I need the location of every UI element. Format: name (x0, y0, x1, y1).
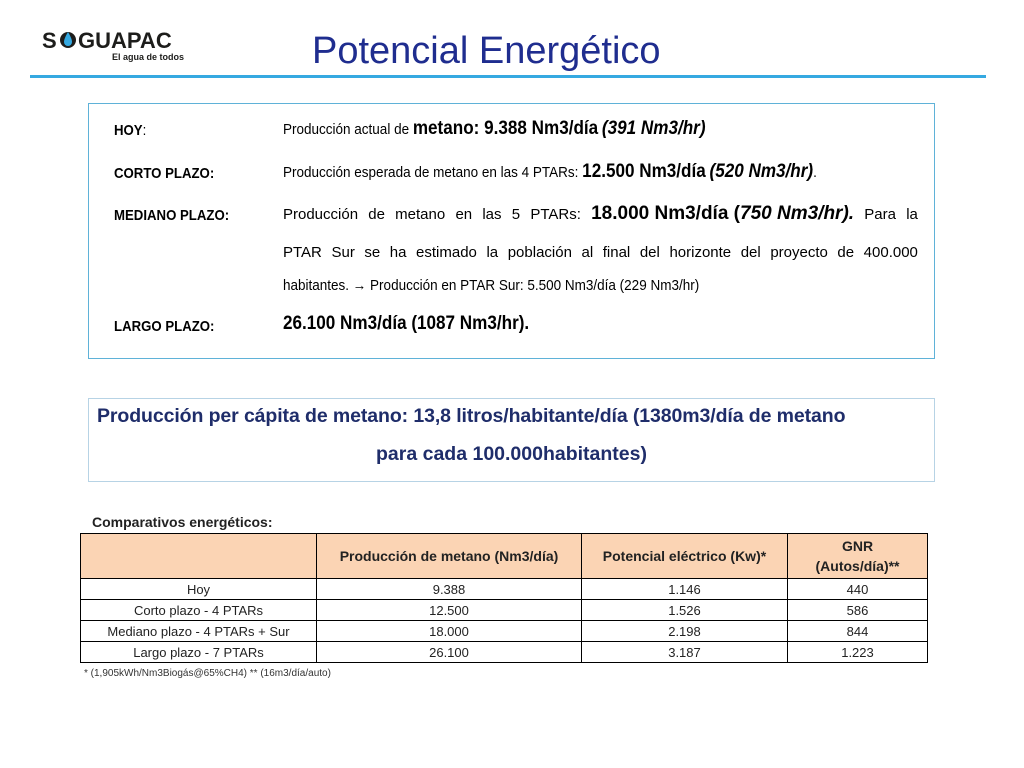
row-mediano-plazo (114, 205, 918, 229)
cell-potencial: 3.187 (582, 642, 788, 663)
per-capita-box (88, 398, 935, 482)
cell-potencial: 1.146 (582, 579, 788, 600)
page-title: Potencial Energético (312, 30, 661, 72)
cell-gnr: 440 (788, 579, 928, 600)
table-row (81, 642, 928, 663)
comparison-table (80, 533, 928, 663)
row-label: Mediano plazo - 4 PTARs + Sur (81, 621, 317, 642)
label-hoy: HOY: (114, 122, 147, 139)
per-capita-line1: Producción per cápita de metano: 13,8 litros/habitante/día (1380m3/día de metano (97, 405, 846, 427)
column-header-metano: Producción de metano (Nm3/día) (317, 534, 582, 579)
row-mediano-plazo-line2 (114, 244, 918, 266)
text-corto-plazo: Producción esperada de metano en las 4 PTARs: 12.500 Nm3/día (520 Nm3/hr). (283, 161, 817, 182)
text-mediano-plazo-line3: habitantes. → Producción en PTAR Sur: 5.500 Nm3/día (229 Nm3/hr) (283, 277, 700, 294)
text-largo-plazo: 26.100 Nm3/día (1087 Nm3/hr). (283, 313, 530, 334)
row-corto-plazo (114, 163, 918, 187)
cell-potencial: 1.526 (582, 600, 788, 621)
logo-wordmark-graphic (42, 28, 192, 54)
production-forecast-box (88, 103, 935, 359)
row-label: Hoy (81, 579, 317, 600)
comparison-title: Comparativos energéticos: (92, 514, 273, 530)
cell-gnr: 586 (788, 600, 928, 621)
row-hoy (114, 120, 918, 144)
table-header-row (81, 534, 928, 579)
label-mediano-plazo: MEDIANO PLAZO: (114, 207, 230, 224)
text-hoy: Producción actual de metano: 9.388 Nm3/día (391 Nm3/hr) (283, 118, 706, 139)
cell-gnr: 1.223 (788, 642, 928, 663)
header-divider (30, 75, 986, 78)
saguapac-logo (42, 28, 192, 68)
per-capita-line2: para cada 100.000habitantes) (376, 443, 647, 465)
arrow-right-icon: → (352, 277, 367, 294)
cell-metano: 9.388 (317, 579, 582, 600)
logo-tagline: El agua de todos (112, 52, 185, 62)
cell-metano: 26.100 (317, 642, 582, 663)
table-footnote: * (1,905kWh/Nm3Biogás@65%CH4) ** (16m3/día/auto) (84, 668, 331, 679)
row-label: Largo plazo - 7 PTARs (81, 642, 317, 663)
column-header-gnr: GNR (Autos/día)** (788, 534, 928, 579)
svg-text:S: S (42, 28, 57, 53)
row-largo-plazo (114, 315, 918, 339)
label-corto-plazo: CORTO PLAZO: (114, 165, 215, 182)
table-row (81, 579, 928, 600)
column-header-empty (81, 534, 317, 579)
table-row (81, 600, 928, 621)
svg-text:GUAPAC: GUAPAC (78, 28, 172, 53)
text-mediano-plazo-line2: PTAR Sur se ha estimado la población al final del horizonte del proyecto de 400.000 (283, 244, 918, 261)
row-label: Corto plazo - 4 PTARs (81, 600, 317, 621)
cell-gnr: 844 (788, 621, 928, 642)
text-mediano-plazo-line1: Producción de metano en las 5 PTARs: 18.000 Nm3/día (750 Nm3/hr). Para la (283, 203, 918, 224)
cell-metano: 18.000 (317, 621, 582, 642)
label-largo-plazo: LARGO PLAZO: (114, 318, 215, 335)
cell-metano: 12.500 (317, 600, 582, 621)
table-row (81, 621, 928, 642)
row-mediano-plazo-line3 (114, 277, 918, 299)
cell-potencial: 2.198 (582, 621, 788, 642)
column-header-potencial: Potencial eléctrico (Kw)* (582, 534, 788, 579)
